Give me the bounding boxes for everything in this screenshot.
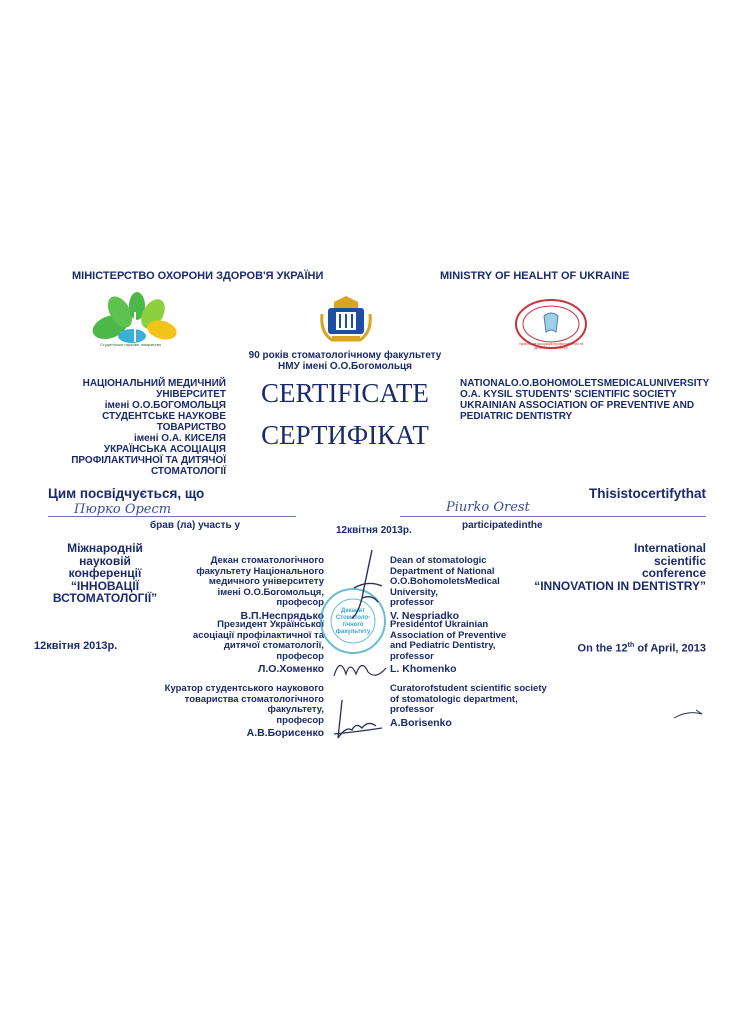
title-certificate-en: CERTIFICATE (261, 378, 429, 408)
president-en (390, 620, 530, 676)
curator-en-line: Curatorofstudent scientific society (390, 683, 547, 694)
org-en-line: UKRAINIAN ASSOCIATION OF PREVENTIVE AND (460, 400, 695, 411)
org-en-line: NATIONALO.O.BOHOMOLETSMEDICALUNIVERSITY (460, 378, 710, 389)
president-ua-name: Л.О.Хоменко (258, 663, 324, 675)
left-logo-caption: Студентське наукове товариство (100, 342, 162, 347)
dean-ua-line: імені О.О.Богомольця, (217, 586, 324, 598)
curator-ua-line: Куратор студентського наукового (164, 683, 324, 694)
org-en-line: O.A. KYSIL STUDENTS' SCIENTIFIC SOCIETY (460, 389, 677, 400)
conference-en-line: scientific (653, 553, 706, 568)
president-ua-line: Президент Української (217, 619, 324, 630)
org-ua-block (40, 378, 226, 477)
conference-ua-line: науковій (79, 553, 131, 568)
curator-ua-line: професор (276, 714, 324, 726)
conference-ua-line: Міжнародній (67, 541, 143, 555)
took-part-en: participatedinthe (462, 520, 543, 531)
stamp-line: факультету (335, 629, 371, 635)
date-en-suffix: of April, 2013 (634, 642, 706, 655)
dean-en-line: professor (390, 597, 434, 608)
curator-en (390, 684, 580, 730)
president-ua (180, 620, 324, 676)
name-underline-ua (48, 516, 296, 517)
curator-signature (326, 696, 386, 744)
dean-en-line: O.O.BohomoletsMedical (390, 576, 500, 587)
stamp-line: Деканат (341, 608, 365, 614)
org-en-line: PEDIATRIC DENTISTRY (460, 411, 573, 422)
dean-ua-line: професор (276, 597, 324, 608)
certify-ua: Цим посвідчується, що (48, 486, 205, 501)
university-crest (318, 294, 374, 346)
date-en-sup: th (627, 642, 635, 649)
president-en-name: L. Khomenko (390, 663, 457, 675)
dean-ua (180, 556, 324, 623)
dean-en-name: V. Nespriadko (390, 609, 460, 622)
org-ua-line: СТУДЕНТСЬКЕ НАУКОВЕ (102, 411, 226, 422)
org-ua-line: НАЦІОНАЛЬНИЙ МЕДИЧНИЙ (82, 378, 226, 389)
org-ua-line: імені О.О.БОГОМОЛЬЦЯ (104, 400, 226, 411)
president-en-line: professor (390, 650, 434, 662)
org-ua-line: імені О.А. КИСЕЛЯ (133, 433, 226, 444)
org-ua-line: СТОМАТОЛОГІЇ (150, 466, 226, 477)
corner-signature (672, 704, 706, 724)
took-part-ua: брав (ла) участь у (150, 520, 240, 531)
curator-ua-name: А.В.Борисенко (246, 727, 324, 739)
dean-ua-name: В.П.Неспрядько (240, 609, 324, 622)
dean-en-line: Dean of stomatologic (390, 555, 487, 566)
president-en-line: Association of Preventive (390, 629, 507, 641)
president-ua-line: дитячої стоматології, (223, 640, 324, 651)
dean-en (390, 556, 530, 623)
conference-en-line: conference (641, 566, 706, 580)
certify-en: Thisistocertifythat (588, 486, 706, 501)
president-ua-line: професор (276, 650, 324, 662)
conference-ua-line: ВСТОМАТОЛОГІЇ” (52, 591, 158, 605)
conference-en (500, 542, 706, 592)
curator-en-line: professor (390, 704, 434, 715)
student-society-logo (90, 292, 180, 352)
date-en (520, 640, 706, 655)
curator-ua-line: товариства стоматологічного факультету, (184, 693, 324, 715)
name-underline-en (400, 516, 706, 517)
stamp-line: Стоматоло- (335, 615, 371, 621)
date-ua: 12квітня 2013р. (34, 640, 118, 652)
conference-en-line: International (633, 541, 706, 555)
org-en-block (460, 378, 720, 422)
dean-ua-line: медичного університету (208, 576, 324, 587)
president-en-line: Presidentof Ukrainian (390, 619, 489, 630)
president-signature (330, 650, 390, 686)
org-ua-line: УКРАЇНСЬКА АСОЦІАЦІЯ (103, 444, 226, 455)
conference-en-line: “INNOVATION IN DENTISTRY” (534, 578, 706, 593)
right-logo-caption: Українська асоціація профілактичної та дитячої стоматології (518, 342, 584, 350)
conference-ua (40, 542, 170, 605)
dean-ua-line: Декан стоматологічного (210, 555, 324, 566)
ministry-en: MINISTRY OF HEALHT OF UKRAINE (440, 270, 630, 282)
org-ua-line: ТОВАРИСТВО (156, 422, 226, 433)
curator-en-name: A.Borisenko (390, 716, 452, 729)
curator-ua (130, 684, 324, 740)
conference-ua-line: конференції (68, 566, 142, 580)
anniversary-line-1: 90 років стоматологічному факультету (248, 350, 442, 361)
anniversary-line-2: НМУ імені О.О.Богомольця (278, 361, 412, 372)
president-en-line: and Pediatric Dentistry, (390, 640, 496, 651)
org-ua-line: УНІВЕРСИТЕТ (156, 389, 226, 400)
curator-en-line: of stomatologic department, (390, 693, 518, 705)
dean-ua-line: факультету Національного (196, 565, 324, 577)
conference-ua-line: “ІННОВАЦІЇ (70, 578, 140, 593)
date-en-prefix: On the 12 (577, 642, 628, 655)
date-center: 12квітня 2013р. (336, 525, 412, 536)
dean-en-line: Department of National (390, 565, 495, 577)
association-logo (514, 298, 588, 350)
participant-name-en: Piurko Orest (446, 500, 530, 515)
org-ua-line: ПРОФІЛАКТИЧНОЇ ТА ДИТЯЧОЇ (71, 455, 226, 466)
dean-en-line: University, (390, 586, 438, 598)
title-certificate-ua: СЕРТИФІКАТ (261, 420, 429, 450)
dean-signature (332, 548, 392, 622)
president-ua-line: асоціації профілактичної та (192, 629, 324, 641)
stamp-line: гічного (342, 622, 364, 628)
participant-name-ua: Пюрко Орест (74, 502, 172, 517)
ministry-ua: МІНІСТЕРСТВО ОХОРОНИ ЗДОРОВ'Я УКРАЇНИ (72, 270, 324, 282)
